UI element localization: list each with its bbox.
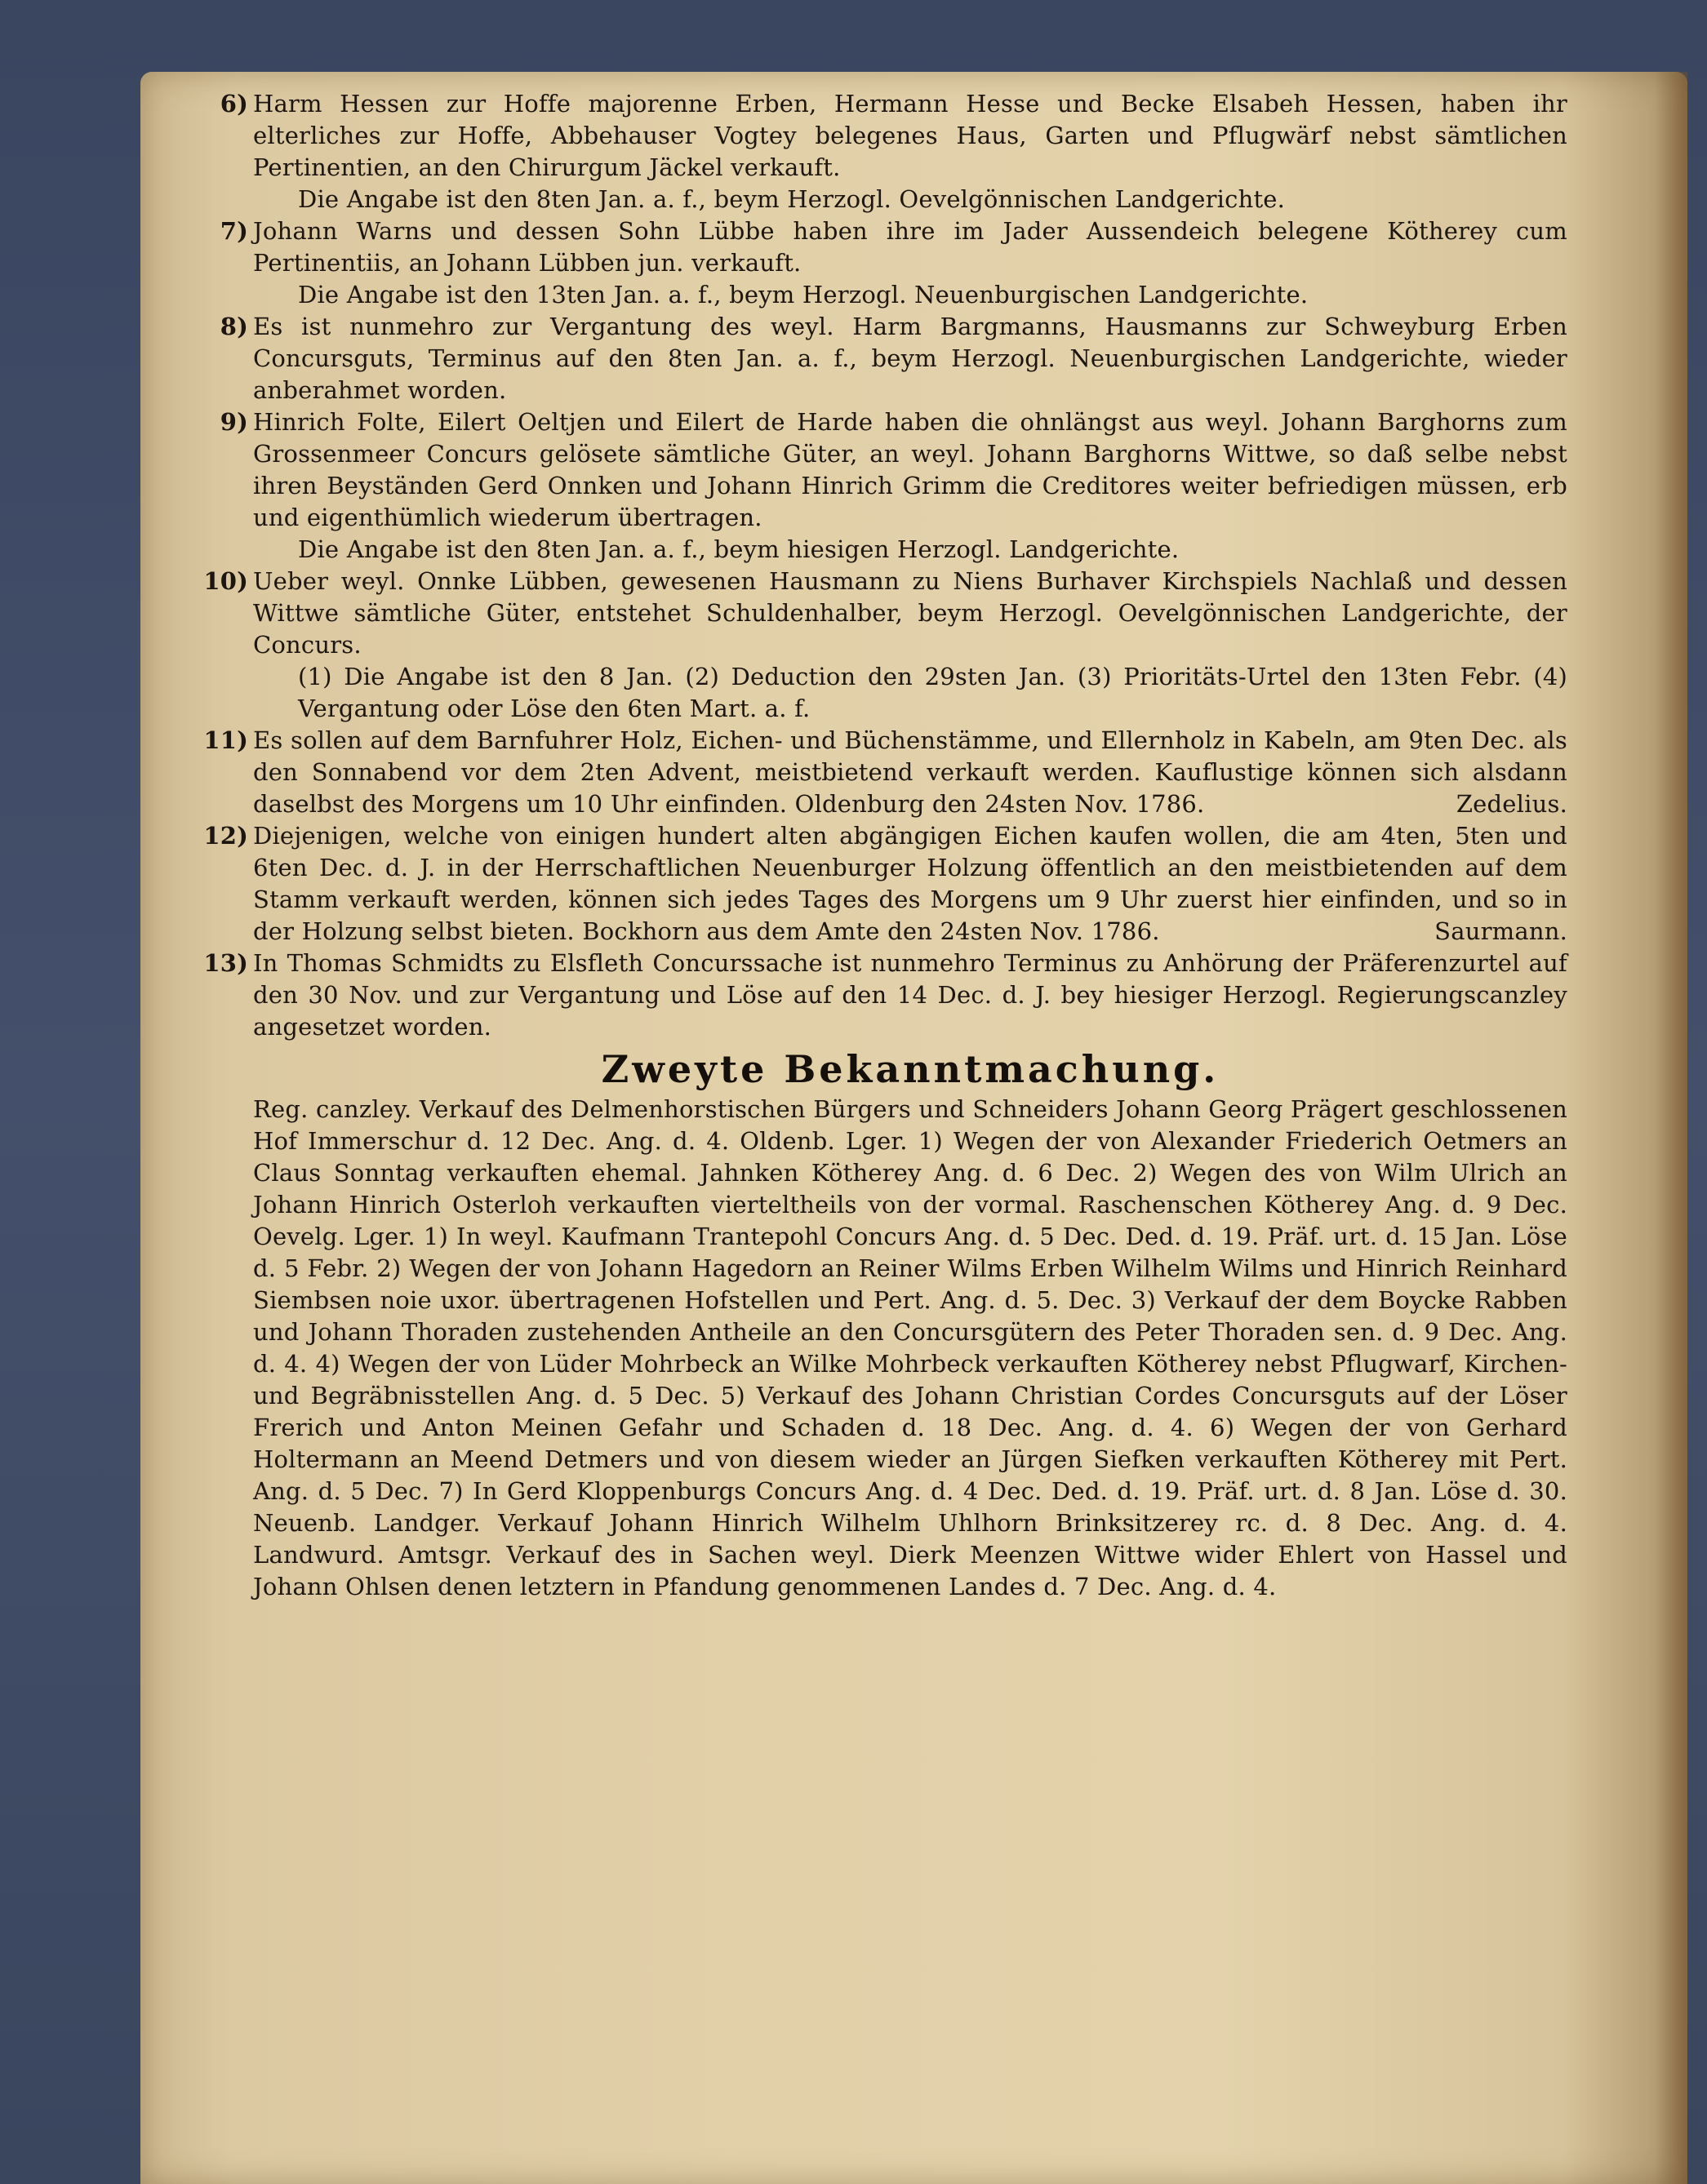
entry-number: 10) (203, 567, 248, 595)
entry-number: 9) (220, 408, 248, 436)
entry-number: 8) (220, 313, 248, 340)
entry-note: Die Angabe ist den 8ten Jan. a. f., beym Herzogl. Oevelgönnischen Landgerichte. (298, 185, 1286, 213)
page-gutter-shadow (1655, 72, 1687, 2184)
entry-text: Es ist nunmehro zur Vergantung des weyl. Harm Bargmanns, Hausmanns zur Schweyburg Erben Concursguts, Terminus auf den 8ten Jan. a. f., beym Herzogl. Neuenburgischen Landgerichte, wieder anberahmet worden. (253, 313, 1567, 404)
entry-13 (203, 948, 1567, 1043)
entry-text-body: Diejenigen, welche von einigen hundert alten abgängigen Eichen kaufen wollen, die am 4ten, 5ten und 6ten Dec. d. J. in der Herrschaftlichen Neuenburger Holzung öffentlich an den meistbietenden auf dem Stamm verkauft werden, können sich jedes Tages des Morgens um 9 Uhr zuerst hier einfinden, und so in der Holzung selbst bieten. Bockhorn aus dem Amte den 24sten Nov. 1786. (253, 822, 1567, 945)
entry-text: Johann Warns und dessen Sohn Lübbe haben ihre im Jader Aussendeich belegene Kötherey cum Pertinentiis, an Johann Lübben jun. verkauft. (253, 217, 1567, 277)
entry-9 (220, 406, 1567, 566)
section-heading: Zweyte Bekanntmachung. (601, 1047, 1220, 1091)
entry-12 (203, 820, 1567, 948)
entry-text (253, 725, 1567, 820)
entry-text: Harm Hessen zur Hoffe majorenne Erben, Hermann Hesse und Becke Elsabeh Hessen, haben ihr elterliches zur Hoffe, Abbehauser Vogtey belegenes Haus, Garten und Pflugwärf nebst sämtlichen Pertinentien, an den Chirurgum Jäckel verkauft. (253, 90, 1567, 181)
entry-text: Hinrich Folte, Eilert Oeltjen und Eilert de Harde haben die ohnlängst aus weyl. Johann Barghorns zum Grossenmeer Concurs gelösete sämtliche Güter, an weyl. Johann Barghorns Wittwe, so daß selbe nebst ihren Beyständen Gerd Onnken und Johann Hinrich Grimm die Creditores weiter befriedigen müssen, erb und eigenthümlich wiederum übertragen. (253, 408, 1567, 531)
entry-text-body: Es sollen auf dem Barnfuhrer Holz, Eichen- und Büchenstämme, und Ellernholz in Kabeln, am 9ten Dec. als den Sonnabend vor dem 2ten Advent, meistbietend verkauft werden. Kauflustige können sich alsdann daselbst des Morgens um 10 Uhr einfinden. Oldenburg den 24sten Nov. 1786. (253, 726, 1567, 818)
entry-6 (220, 88, 1567, 215)
entry-text: Ueber weyl. Onnke Lübben, gewesenen Hausmann zu Niens Burhaver Kirchspiels Nachlaß und dessen Wittwe sämtliche Güter, entstehet Schuldenhalber, beym Herzogl. Oevelgönnischen Landgerichte, der Concurs. (253, 567, 1567, 659)
entry-text: In Thomas Schmidts zu Elsfleth Concurssache ist nunmehro Terminus zu Anhörung der Präferenzurtel auf den 30 Nov. und zur Vergantung und Löse auf den 14 Dec. d. J. bey hiesiger Herzogl. Regierungscanzley angesetzet worden. (253, 949, 1567, 1041)
entry-7 (220, 215, 1567, 311)
entry-note: Die Angabe ist den 13ten Jan. a. f., beym Herzogl. Neuenburgischen Landgerichte. (298, 281, 1309, 309)
entry-number: 12) (203, 822, 248, 850)
entry-11 (203, 725, 1567, 820)
entry-number: 7) (220, 217, 248, 245)
entry-note: Die Angabe ist den 8ten Jan. a. f., beym hiesigen Herzogl. Landgerichte. (298, 535, 1180, 563)
entry-note: (1) Die Angabe ist den 8 Jan. (2) Deduction den 29sten Jan. (3) Prioritäts-Urtel den 13ten Febr. (4) Vergantung oder Löse den 6ten Mart. a. f. (298, 663, 1567, 722)
signature: Saurmann. (1434, 917, 1567, 945)
entry-10 (203, 566, 1567, 725)
entry-number: 11) (203, 726, 248, 754)
entry-number: 6) (220, 90, 248, 118)
signature: Zedelius. (1456, 790, 1567, 818)
entry-text (253, 820, 1567, 948)
second-announcement-text: Reg. canzley. Verkauf des Delmenhorstischen Bürgers und Schneiders Johann Georg Prägert geschlossenen Hof Immerschur d. 12 Dec. Ang. d. 4. Oldenb. Lger. 1) Wegen der von Alexander Friederich Oetmers an Claus Sonntag verkauften ehemal. Jahnken Kötherey Ang. d. 6 Dec. 2) Wegen des von Wilm Ulrich an Johann Hinrich Osterloh verkauften vierteltheils von der vormal. Raschenschen Kötherey Ang. d. 9 Dec. Oevelg. Lger. 1) In weyl. Kaufmann Trantepohl Concurs Ang. d. 5 Dec. Ded. d. 19. Präf. urt. d. 15 Jan. Löse d. 5 Febr. 2) Wegen der von Johann Hagedorn an Reiner Wilms Erben Wilhelm Wilms und Hinrich Reinhard Siembsen noie uxor. übertragenen Hofstellen und Pert. Ang. d. 5. Dec. 3) Verkauf der dem Boycke Rabben und Johann Thoraden zustehenden Antheile an den Concursgütern des Peter Thoraden sen. d. 9 Dec. Ang. d. 4. 4) Wegen der von Lüder Mohrbeck an Wilke Mohrbeck verkauften Kötherey nebst Pflugwarf, Kirchen- und Begräbnisstellen Ang. d. 5 Dec. 5) Verkauf des Johann Christian Cordes Concursguts auf der Löser Frerich und Anton Meinen Gefahr und Schaden d. 18 Dec. Ang. d. 4. 6) Wegen der von Gerhard Holtermann an Meend Detmers und von diesem wieder an Jürgen Siefken verkauften Kötherey mit Pert. Ang. d. 5 Dec. 7) In Gerd Kloppenburgs Concurs Ang. d. 4 Dec. Ded. d. 19. Präf. urt. d. 8 Jan. Löse d. 30. Neuenb. Landger. Verkauf Johann Hinrich Wilhelm Uhlhorn Brinksitzerey rc. d. 8 Dec. Ang. d. 4. Landwurd. Amtsgr. Verkauf des in Sachen weyl. Dierk Meenzen Wittwe wider Ehlert von Hassel und Johann Ohlsen denen letztern in Pfandung genommenen Landes d. 7 Dec. Ang. d. 4. (253, 1095, 1567, 1600)
entry-8 (220, 311, 1567, 406)
entry-number: 13) (203, 949, 248, 977)
page-text (203, 88, 1567, 1603)
